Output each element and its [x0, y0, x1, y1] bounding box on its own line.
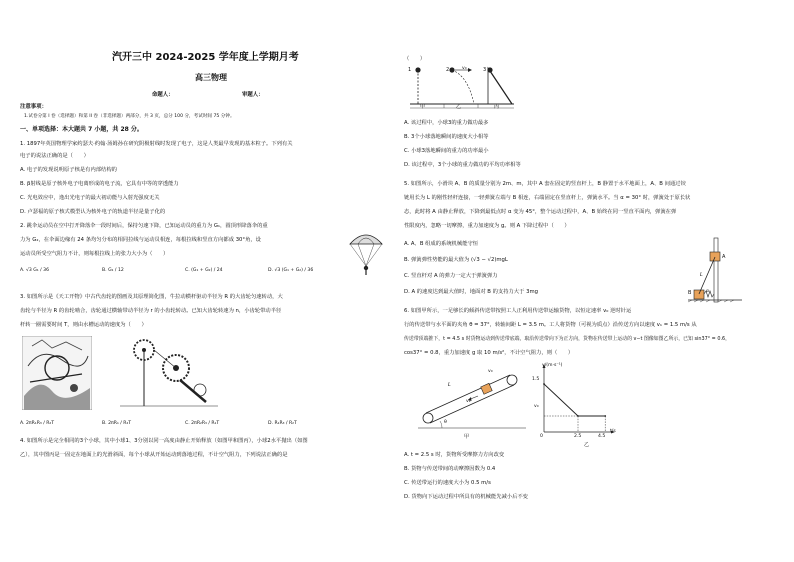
q1-stem: 1. 1897年英国物理学家约瑟夫·约翰·汤姆孙在研究阴极射线时发现了电子，这是人类最早发现的基本粒子。下列有关 [20, 141, 293, 147]
q1-stem-2: 电子的说法正确的是（ ） [20, 153, 89, 159]
chart-xtick-0: 0 [540, 434, 543, 439]
parachute-figure [346, 228, 386, 276]
q1-option-a: A. 电子的发现说明原子核是有内部结构的 [20, 167, 117, 173]
q2-option-c: C. (G₁ + G₂) / 24 [185, 268, 223, 273]
q2-option-b: B. G₁ / 12 [102, 268, 124, 273]
q6-stem-2: 行的传送带与水平面的夹角 θ = 37°，转轴间距 L = 3.5 m。工人将货物（可视为质点）沿传送方向以速度 v₁ = 1.5 m/s 从 [404, 322, 697, 328]
ball-3-label: 3 [483, 67, 487, 73]
q5-sliders-figure [688, 236, 744, 310]
q5-stem: 5. 如图所示，小滑块 A、B 的质量分别为 2m、m，其中 A 套在固定的竖直杆上，B 静置于水平地面上，A、B 间通过铰 [404, 181, 686, 187]
q3-option-c: C. 2πR₂R₃ / R₁T [185, 421, 220, 426]
ball-1-label: 1 [408, 67, 412, 73]
ball-2-label: 2 [446, 67, 450, 73]
notes-heading: 注意事项： [20, 104, 47, 110]
chart-ytick-1-5: 1.5 [532, 377, 540, 382]
q5-option-a: A. A、B 组成的系统机械能守恒 [404, 241, 479, 247]
q2-stem-2: 力为 G₂，在伞面边缘有 24 条均匀分布的相同拉线与运动员相连，每根拉线和竖直方向都成 30°角，设 [20, 237, 261, 243]
right-column [404, 0, 774, 562]
chart-xtick-2-5: 2.5 [574, 434, 582, 439]
q4-option-d: D. 该过程中，3个小球的重力做功的平均功率相等 [404, 162, 521, 168]
gear-principle-diagram [114, 336, 224, 410]
q6-option-b: B. 货物与传送带间的动摩擦因数为 0.4 [404, 466, 496, 472]
vt-point-2 [604, 415, 606, 417]
figure-label-yi: 乙 [456, 104, 462, 110]
ancient-gear-illustration [22, 336, 92, 410]
q6-conveyor-figure [418, 368, 528, 432]
q2-stem-3: 运动员所受空气阻力不计，则每根拉线上的张力大小为（ ） [20, 251, 169, 257]
q5-option-b: B. 弹簧弹性势能的最大值为 (√3 − √2)mgL [404, 257, 508, 263]
q3-option-d: D. R₁R₃ / R₂T [268, 421, 297, 426]
q4-option-c: C. 小球3落地瞬间的重力的功率最小 [404, 148, 489, 154]
q4-stem-2: 乙），其中图丙是一固定在地面上的光滑斜面，每个小球从开始运动到落地过程，不计空气阻力，下列说法正确的是 [20, 452, 288, 458]
q3-stem-3: 杆转一圈需要时间 T，则由水槽运动的速度为（ ） [20, 322, 147, 328]
q6-stem-4: cos37° = 0.8，重力加速度 g 取 10 m/s²，不计空气阻力，则（ ） [404, 350, 574, 356]
v0-label: v₀ [462, 66, 467, 71]
q6-fig-label-yi: 乙 [584, 442, 590, 448]
q5-fig-label-l: L [700, 272, 703, 278]
q4-option-a: A. 该过程中，小球3的重力做功最多 [404, 120, 489, 126]
q3-stem: 3. 如图所示是《天工开物》中古代齿轮的图画及其原理简化图，牛拉动横杆驱动半径为 R 的大齿轮匀速转动，大 [20, 294, 283, 300]
q6-fig-label-theta: θ [444, 420, 447, 425]
q2-option-a: A. √3 G₁ / 36 [20, 268, 50, 273]
subject-title: 高三物理 [195, 73, 227, 82]
q6-fig-label-v1: v₁ [466, 399, 471, 404]
q3-option-a: A. 2πR₁R₃ / R₂T [20, 421, 55, 426]
q1-option-b: B. β射线是原子核外电子电离形成的电子流，它具有中等的穿透能力 [20, 181, 179, 187]
q1-option-c: C. 光电效应中，逸出光电子的最大初动能与入射光强度无关 [20, 195, 160, 201]
q4-paren: （ ） [404, 56, 426, 62]
vt-point-0 [543, 383, 545, 385]
q6-option-a: A. t = 2.5 s 时，货物所受摩擦力方向改变 [404, 452, 505, 458]
q6-option-c: C. 传送带运行的速度大小为 0.5 m/s [404, 480, 491, 486]
figure-label-bing: 丙 [494, 104, 500, 110]
q2-stem: 2. 跳伞运动员在空中打开降落伞一段时间后，保持匀速下降，已知运动员的重力为 G₁，圆顶形降落伞的重 [20, 223, 268, 229]
q5-fig-label-b: B [688, 290, 692, 296]
chart-ytick-v0: v₀ [534, 404, 539, 409]
section-heading: 一、单项选择：本大题共 7 小题，共 28 分。 [20, 126, 143, 133]
left-column [20, 0, 390, 562]
q5-option-c: C. 竖直杆对 A 的弹力一定大于弹簧弹力 [404, 273, 498, 279]
q5-stem-2: 链用长为 L 的刚性轻杆连接，一轻弹簧左端与 B 相连，右端固定在竖直杆上，弹簧水平。当 α = 30° 时，弹簧处于原长状 [404, 195, 691, 201]
q5-fig-label-a: A [722, 254, 726, 260]
q6-stem-3: 传送带顶端推下，t = 4.5 s 时货物运动到传送带底端，取沿传送带向下为正方向，货物在传送带上运动的 v−t 图像如图乙所示，已知 sin37° = 0.6， [404, 336, 730, 342]
q6-fig-label-jia: 甲 [464, 434, 470, 440]
vt-line-segment-0 [544, 384, 578, 416]
figure-label-jia: 甲 [420, 104, 426, 110]
q6-fig-label-v0: v₀ [488, 369, 493, 374]
q4-stem: 4. 如图所示是完全相同的3个小球，其中小球1、3分别以同一高度由静止开始释放（如图甲和图丙），小球2水平抛出（如图 [20, 438, 308, 444]
q6-fig-label-l: L [448, 382, 451, 388]
q5-option-d: D. A 的速度达到最大值时，地面对 B 的支持力大于 3mg [404, 289, 538, 295]
notes-line: 1.试卷分第 I 卷（选择题）和第 II 卷（非选择题）两部分，共 3 页，总分 100 分，考试时间 75 分钟。 [24, 114, 235, 119]
reviewer-label: 审题人： [242, 92, 264, 98]
q3-option-b: B. 2πR₁ / R₂T [102, 421, 132, 426]
q4-option-b: B. 3个小球落地瞬间的速度大小相等 [404, 134, 489, 140]
q6-stem: 6. 如图甲所示，一足够长的倾斜传送带按照工人正利用传送带运输货物，以恒定速率 v₀ 逆时针运 [404, 308, 632, 314]
chart-xtick-4-5: 4.5 [598, 434, 606, 439]
q1-option-d: D. 卢瑟福的原子核式模型认为核外电子的轨道半径是量子化的 [20, 209, 166, 215]
vt-point-1 [577, 415, 579, 417]
q3-stem-2: 齿轮与半径为 R 的齿轮啮合，齿轮通过横轴带动半径为 r 的小齿轮转动。已知大齿轮转速为 n，小齿轮带动半径 [20, 308, 282, 314]
q5-fig-label-alpha: α [706, 289, 710, 294]
q5-stem-4: 性限度内，忽略一切摩擦，重力加速度为 g。则 A 下降过程中（ ） [404, 223, 570, 229]
q5-stem-3: 态，此时将 A 由静止释放，下降到最低点时 α 变为 45°，整个运动过程中，A、B 始终在同一竖直平面内，弹簧在弹 [404, 209, 677, 215]
exam-title: 汽开三中 2024-2025 学年度上学期月考 [112, 52, 299, 63]
q6-option-d: D. 货物向下运动过程中所具有的机械能先减小后不变 [404, 494, 528, 500]
q2-option-d: D. √3 (G₁ + G₂) / 36 [268, 268, 314, 273]
chart-ylabel: v/(m·s⁻¹) [542, 363, 563, 368]
setter-label: 命题人： [152, 92, 174, 98]
q6-vt-chart [528, 362, 618, 440]
chart-xlabel: t/s [610, 429, 616, 434]
